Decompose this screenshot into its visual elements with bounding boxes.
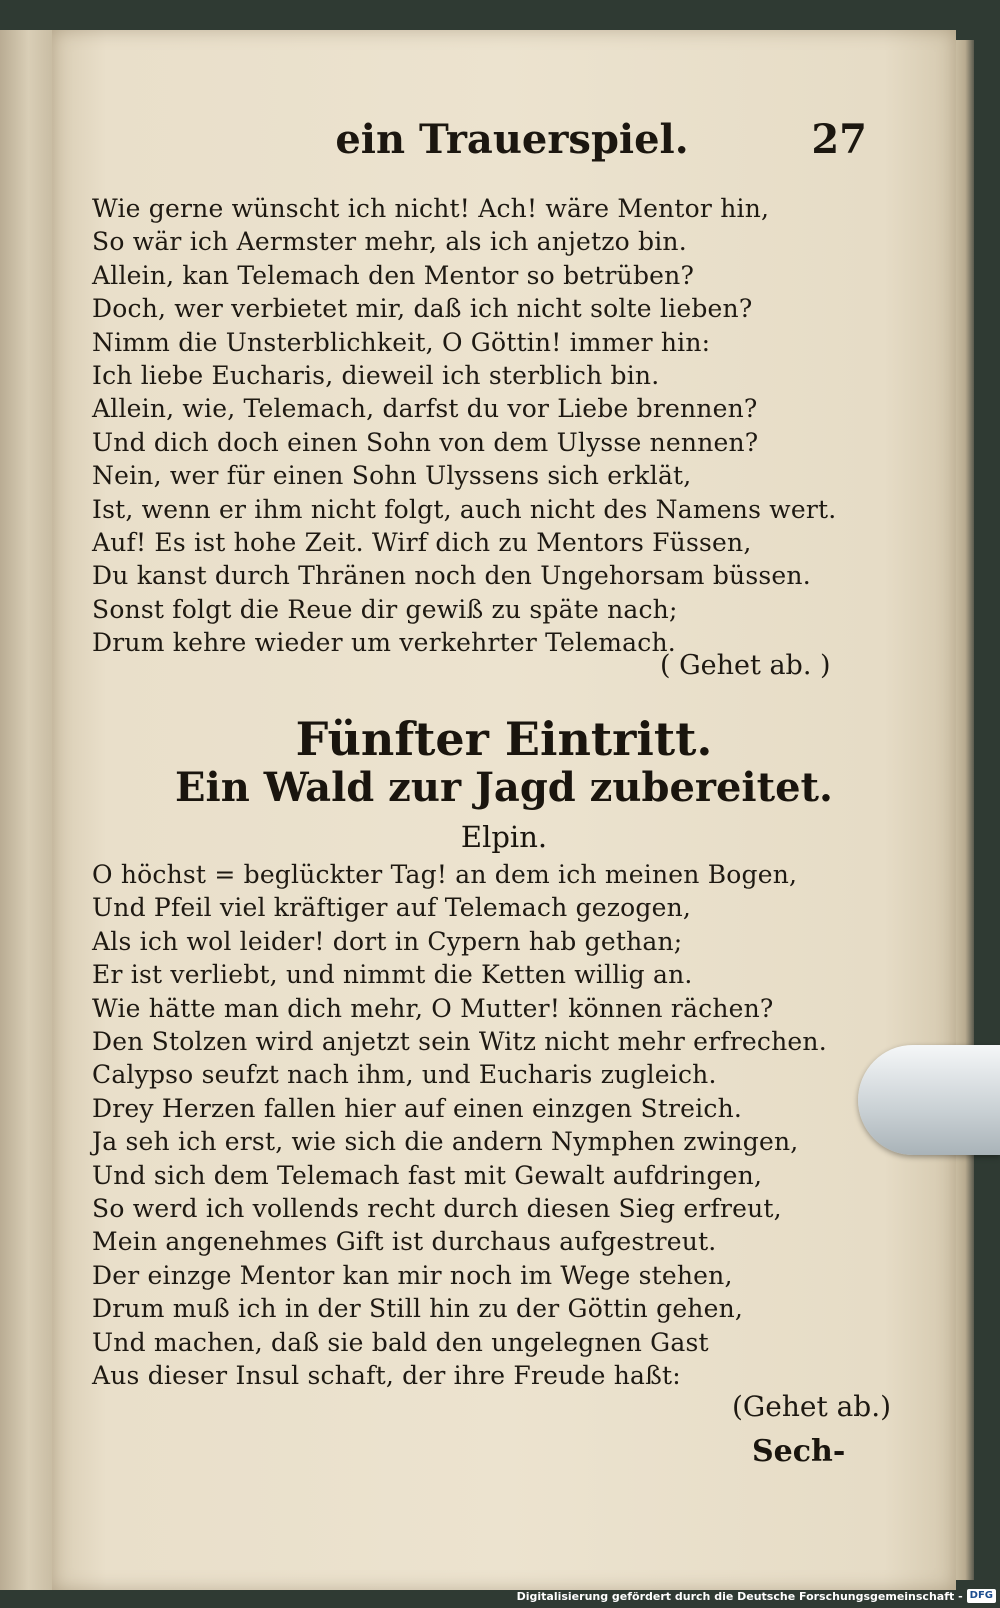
verse-line: Und sich dem Telemach fast mit Gewalt aufdringen,: [92, 1160, 763, 1190]
verse-line: Den Stolzen wird anjetzt sein Witz nicht mehr erfrechen.: [92, 1027, 827, 1057]
speaker-name: Elpin.: [460, 820, 548, 854]
verse-line: Drum muß ich in der Still hin zu der Göttin gehen,: [92, 1294, 744, 1324]
verse-line: Calypso seufzt nach ihm, und Eucharis zugleich.: [92, 1060, 717, 1090]
verse-line: Und machen, daß sie bald den ungelegnen Gast: [92, 1327, 709, 1357]
left-page-edge: [0, 30, 52, 1590]
verse-line: Wie gerne wünscht ich nicht! Ach! wäre Mentor hin,: [92, 194, 770, 223]
stage-direction-exit-2: (Gehet ab.): [732, 1390, 892, 1423]
verse-line: Doch, wer verbietet mir, daß ich nicht solte lieben?: [92, 294, 753, 324]
verse-line: Der einzge Mentor kan mir noch im Wege stehen,: [92, 1260, 733, 1290]
verse-line: Als ich wol leider! dort in Cypern hab gethan;: [92, 926, 683, 956]
verse-line: Nein, wer für einen Sohn Ulyssens sich erklät,: [92, 461, 692, 491]
verse-line: Auf! Es ist hohe Zeit. Wirf dich zu Mentors Füssen,: [92, 528, 752, 558]
page-number: 27: [811, 116, 867, 163]
verse-line: Sonst folgt die Reue dir gewiß zu späte nach;: [92, 594, 678, 624]
verse-line: Nimm die Unsterblichkeit, O Göttin! immer hin:: [92, 327, 711, 357]
verse-line: Ist, wenn er ihm nicht folgt, auch nicht des Namens wert.: [92, 494, 837, 524]
verse-line: So werd ich vollends recht durch diesen Sieg erfreut,: [92, 1194, 782, 1224]
verse-block-2: [92, 858, 922, 1393]
footer-credit: Digitalisierung gefördert durch die Deutsche Forschungsgemeinschaft -: [516, 1589, 963, 1603]
catchword: Sech-: [752, 1434, 846, 1469]
verse-line: Ich liebe Eucharis, dieweil ich sterblich bin.: [92, 361, 660, 391]
verse-line: Du kanst durch Thränen noch den Ungehorsam büssen.: [92, 561, 811, 591]
verse-line: Er ist verliebt, und nimmt die Ketten willig an.: [92, 960, 693, 990]
dfg-logo-icon: DFG: [967, 1589, 996, 1603]
verse-line: Mein angenehmes Gift ist durchaus aufgestreut.: [92, 1227, 717, 1257]
verse-line: Wie hätte man dich mehr, O Mutter! können rächen?: [92, 993, 774, 1023]
running-title: ein Trauerspiel.: [335, 116, 689, 163]
scene-title: Fünfter Eintritt.: [295, 712, 713, 766]
verse-line: So wär ich Aermster mehr, als ich anjetzo bin.: [92, 227, 687, 257]
verse-line: Allein, wie, Telemach, darfst du vor Liebe brennen?: [92, 394, 758, 424]
verse-line: O höchst = beglückter Tag! an dem ich meinen Bogen,: [92, 860, 798, 889]
page-header: [52, 116, 956, 176]
verse-line: Aus dieser Insul schaft, der ihre Freude haßt:: [92, 1361, 681, 1391]
verse-line: Drum kehre wieder um verkehrter Telemach.: [92, 628, 676, 658]
verse-line: Und Pfeil viel kräftiger auf Telemach gezogen,: [92, 893, 692, 923]
digitization-footer: [517, 1586, 996, 1606]
verse-block-1: [92, 192, 922, 660]
page-clip-tab: [858, 1045, 1000, 1155]
book-page: [52, 30, 956, 1590]
verse-line: Und dich doch einen Sohn von dem Ulysse nennen?: [92, 427, 759, 457]
scene-setting: Ein Wald zur Jagd zubereitet.: [175, 764, 833, 811]
verse-line: Allein, kan Telemach den Mentor so betrüben?: [92, 260, 695, 290]
stage-direction-exit: ( Gehet ab. ): [660, 650, 831, 681]
verse-line: Drey Herzen fallen hier auf einen einzgen Streich.: [92, 1093, 743, 1123]
verse-line: Ja seh ich erst, wie sich die andern Nymphen zwingen,: [92, 1127, 799, 1157]
